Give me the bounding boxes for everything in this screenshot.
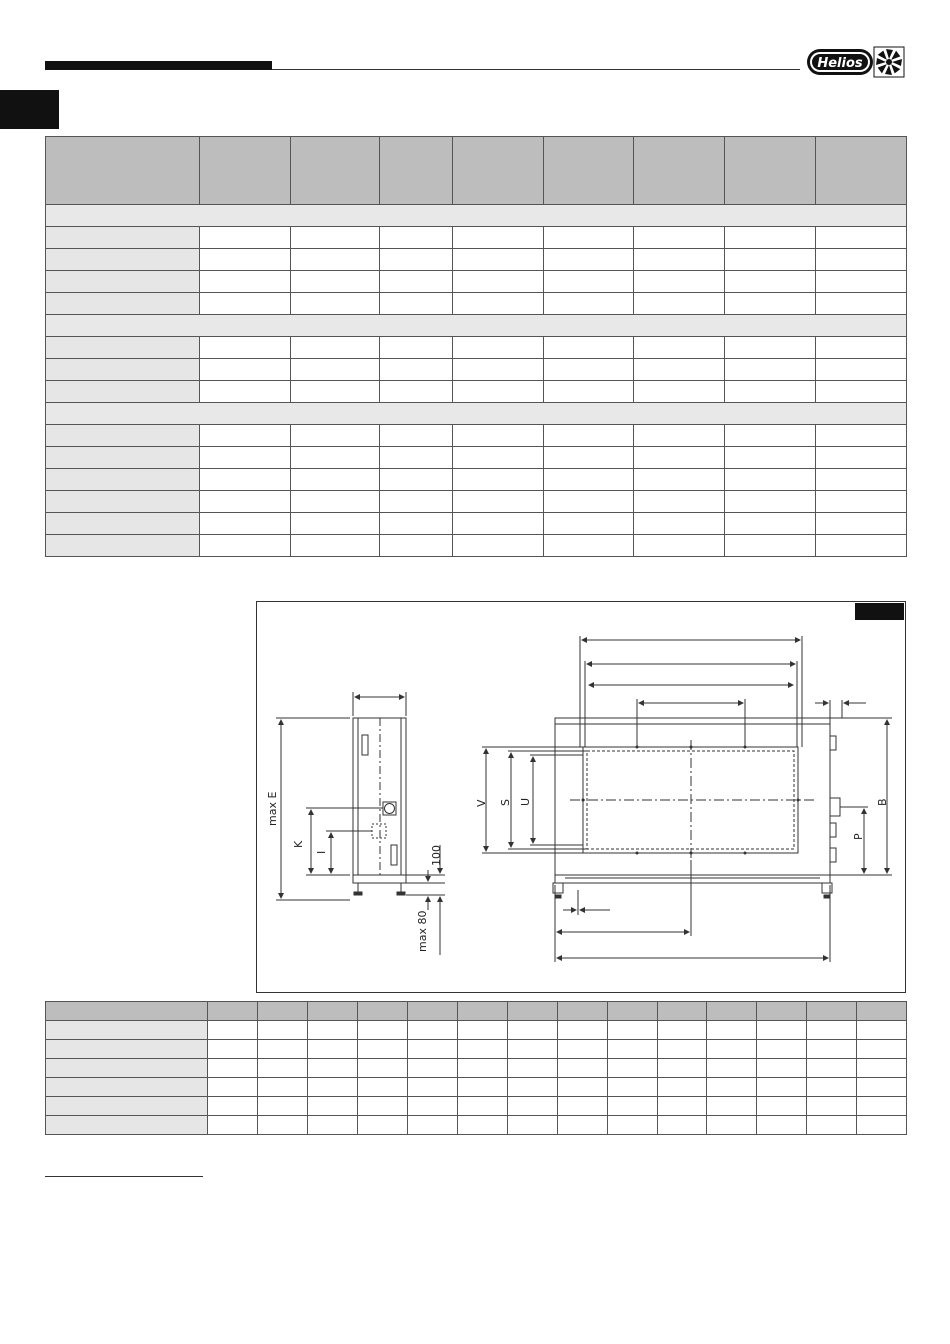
spec-cell xyxy=(453,491,544,513)
dim-cell xyxy=(308,1021,358,1040)
dim-cell xyxy=(308,1097,358,1116)
spec-cell xyxy=(291,337,380,359)
spec-table-row xyxy=(46,227,907,249)
dim-cell xyxy=(807,1040,857,1059)
spec-cell xyxy=(453,249,544,271)
spec-cell xyxy=(291,469,380,491)
dim-cell xyxy=(658,1021,707,1040)
dim-cell xyxy=(508,1040,558,1059)
dim-cell xyxy=(458,1078,508,1097)
spec-cell xyxy=(816,227,907,249)
spec-header-cell xyxy=(291,137,380,205)
dim-row-label xyxy=(46,1040,208,1059)
spec-header-cell xyxy=(725,137,816,205)
dim-cell xyxy=(308,1040,358,1059)
spec-cell xyxy=(380,381,453,403)
spec-header-cell xyxy=(544,137,634,205)
spec-table-row xyxy=(46,359,907,381)
spec-cell xyxy=(634,381,725,403)
spec-cell xyxy=(291,271,380,293)
spec-cell xyxy=(200,271,291,293)
dim-cell xyxy=(458,1040,508,1059)
spec-cell xyxy=(544,271,634,293)
dim-cell xyxy=(358,1040,408,1059)
spec-cell xyxy=(725,293,816,315)
dim-cell xyxy=(757,1059,807,1078)
dim-row-label xyxy=(46,1097,208,1116)
spec-cell xyxy=(380,249,453,271)
dim-cell xyxy=(707,1040,757,1059)
spec-table-row xyxy=(46,271,907,293)
dim-cell xyxy=(608,1040,658,1059)
dim-cell xyxy=(807,1078,857,1097)
dim-header-cell xyxy=(408,1002,458,1021)
spec-cell xyxy=(200,227,291,249)
spec-row-label xyxy=(46,337,200,359)
spec-cell xyxy=(380,337,453,359)
dim-cell xyxy=(408,1097,458,1116)
dim-header-cell xyxy=(707,1002,757,1021)
dim-cell xyxy=(258,1097,308,1116)
dim-cell xyxy=(408,1059,458,1078)
dim-cell xyxy=(757,1078,807,1097)
label-b: B xyxy=(876,798,889,806)
spec-group-cell xyxy=(46,205,907,227)
spec-cell xyxy=(544,359,634,381)
spec-cell xyxy=(544,425,634,447)
dim-cell xyxy=(358,1059,408,1078)
spec-cell xyxy=(291,425,380,447)
spec-row-label xyxy=(46,293,200,315)
dim-cell xyxy=(258,1078,308,1097)
spec-cell xyxy=(380,227,453,249)
spec-cell xyxy=(634,425,725,447)
header-rule xyxy=(272,69,800,70)
dim-cell xyxy=(807,1059,857,1078)
dim-cell xyxy=(258,1021,308,1040)
dim-header-cell xyxy=(757,1002,807,1021)
dim-cell xyxy=(857,1040,907,1059)
dim-cell xyxy=(508,1078,558,1097)
spec-cell xyxy=(725,337,816,359)
spec-cell xyxy=(725,469,816,491)
spec-cell xyxy=(380,513,453,535)
label-p: P xyxy=(852,833,865,840)
dim-cell xyxy=(807,1097,857,1116)
spec-cell xyxy=(291,535,380,557)
dim-cell xyxy=(508,1059,558,1078)
spec-table-row xyxy=(46,425,907,447)
spec-cell xyxy=(291,293,380,315)
dim-cell xyxy=(358,1116,408,1135)
dim-cell xyxy=(208,1040,258,1059)
spec-cell xyxy=(544,513,634,535)
dim-cell xyxy=(608,1021,658,1040)
spec-cell xyxy=(725,271,816,293)
dim-cell xyxy=(707,1078,757,1097)
dimension-drawing xyxy=(256,601,906,993)
dim-row-label xyxy=(46,1059,208,1078)
dim-header-cell xyxy=(258,1002,308,1021)
spec-cell xyxy=(816,425,907,447)
spec-cell xyxy=(544,337,634,359)
spec-row-label xyxy=(46,513,200,535)
spec-table-row xyxy=(46,381,907,403)
spec-group-cell xyxy=(46,403,907,425)
spec-cell xyxy=(725,425,816,447)
spec-cell xyxy=(634,359,725,381)
spec-table-row xyxy=(46,447,907,469)
spec-cell xyxy=(634,293,725,315)
dim-cell xyxy=(458,1116,508,1135)
spec-cell xyxy=(816,491,907,513)
header-bar xyxy=(45,61,272,70)
dim-cell xyxy=(608,1097,658,1116)
dim-cell xyxy=(807,1116,857,1135)
dim-row-label xyxy=(46,1078,208,1097)
dim-cell xyxy=(757,1116,807,1135)
spec-row-label xyxy=(46,535,200,557)
dim-cell xyxy=(857,1059,907,1078)
dim-header-cell xyxy=(46,1002,208,1021)
dim-cell xyxy=(458,1097,508,1116)
spec-cell xyxy=(453,381,544,403)
dim-cell xyxy=(558,1097,608,1116)
dim-table-row xyxy=(46,1078,907,1097)
spec-cell xyxy=(544,491,634,513)
spec-cell xyxy=(453,359,544,381)
spec-cell xyxy=(816,337,907,359)
dim-cell xyxy=(857,1116,907,1135)
dim-header-cell xyxy=(608,1002,658,1021)
spec-cell xyxy=(200,513,291,535)
dim-header-cell xyxy=(308,1002,358,1021)
spec-cell xyxy=(380,469,453,491)
dim-cell xyxy=(608,1078,658,1097)
spec-cell xyxy=(453,425,544,447)
spec-row-label xyxy=(46,447,200,469)
dim-cell xyxy=(258,1040,308,1059)
front-view xyxy=(482,636,892,962)
spec-cell xyxy=(634,249,725,271)
label-max-e: max E xyxy=(266,791,279,826)
spec-row-label xyxy=(46,271,200,293)
dim-cell xyxy=(358,1021,408,1040)
spec-cell xyxy=(634,469,725,491)
spec-cell xyxy=(453,469,544,491)
dim-table-row xyxy=(46,1116,907,1135)
spec-cell xyxy=(291,359,380,381)
dim-cell xyxy=(658,1097,707,1116)
spec-row-label xyxy=(46,227,200,249)
dim-header-cell xyxy=(208,1002,258,1021)
label-max-80: max 80 xyxy=(416,910,429,952)
spec-cell xyxy=(816,249,907,271)
dim-cell xyxy=(608,1059,658,1078)
spec-cell xyxy=(634,337,725,359)
spec-group-row xyxy=(46,403,907,425)
dim-cell xyxy=(558,1116,608,1135)
spec-cell xyxy=(453,227,544,249)
spec-cell xyxy=(291,381,380,403)
dim-cell xyxy=(408,1078,458,1097)
dim-cell xyxy=(208,1078,258,1097)
spec-cell xyxy=(725,227,816,249)
spec-cell xyxy=(544,447,634,469)
spec-cell xyxy=(453,293,544,315)
dim-row-label xyxy=(46,1021,208,1040)
spec-table-row xyxy=(46,469,907,491)
spec-cell xyxy=(200,249,291,271)
dim-header-cell xyxy=(807,1002,857,1021)
spec-cell xyxy=(544,469,634,491)
spec-cell xyxy=(725,491,816,513)
spec-cell xyxy=(200,293,291,315)
dim-cell xyxy=(857,1021,907,1040)
dim-row-label xyxy=(46,1116,208,1135)
dim-cell xyxy=(508,1021,558,1040)
dim-cell xyxy=(508,1116,558,1135)
label-i: I xyxy=(315,850,328,854)
dim-cell xyxy=(358,1097,408,1116)
spec-cell xyxy=(453,513,544,535)
spec-cell xyxy=(200,535,291,557)
dim-table-row xyxy=(46,1040,907,1059)
spec-cell xyxy=(725,447,816,469)
spec-cell xyxy=(380,425,453,447)
spec-cell xyxy=(291,513,380,535)
spec-cell xyxy=(725,249,816,271)
footnote-rule xyxy=(45,1176,203,1177)
spec-cell xyxy=(453,337,544,359)
label-k: K xyxy=(292,840,305,848)
dim-header-cell xyxy=(658,1002,707,1021)
dim-cell xyxy=(208,1097,258,1116)
spec-row-label xyxy=(46,469,200,491)
spec-cell xyxy=(200,381,291,403)
spec-cell xyxy=(291,227,380,249)
spec-cell xyxy=(200,359,291,381)
spec-cell xyxy=(453,271,544,293)
spec-cell xyxy=(816,293,907,315)
spec-cell xyxy=(380,359,453,381)
spec-row-label xyxy=(46,491,200,513)
spec-cell xyxy=(380,293,453,315)
dim-header-cell xyxy=(358,1002,408,1021)
dim-header-cell xyxy=(857,1002,907,1021)
spec-cell xyxy=(816,359,907,381)
dim-header-cell xyxy=(558,1002,608,1021)
spec-cell xyxy=(200,337,291,359)
spec-cell xyxy=(380,491,453,513)
spec-table xyxy=(45,136,907,557)
dim-cell xyxy=(308,1078,358,1097)
spec-cell xyxy=(634,513,725,535)
spec-table-row xyxy=(46,535,907,557)
spec-cell xyxy=(816,535,907,557)
dim-cell xyxy=(308,1059,358,1078)
spec-header-cell xyxy=(46,137,200,205)
spec-cell xyxy=(544,535,634,557)
spec-table-row xyxy=(46,491,907,513)
label-s: S xyxy=(499,799,512,806)
dim-cell xyxy=(258,1116,308,1135)
dim-cell xyxy=(208,1059,258,1078)
spec-cell xyxy=(634,491,725,513)
dim-table-row xyxy=(46,1059,907,1078)
dim-cell xyxy=(757,1040,807,1059)
spec-cell xyxy=(200,425,291,447)
spec-group-row xyxy=(46,315,907,337)
dim-cell xyxy=(807,1021,857,1040)
dim-cell xyxy=(308,1116,358,1135)
dim-cell xyxy=(358,1078,408,1097)
dim-table-header xyxy=(46,1002,907,1021)
dim-cell xyxy=(658,1116,707,1135)
spec-header-cell xyxy=(453,137,544,205)
dim-cell xyxy=(757,1097,807,1116)
dim-cell xyxy=(707,1116,757,1135)
spec-header-cell xyxy=(380,137,453,205)
spec-cell xyxy=(634,447,725,469)
spec-cell xyxy=(380,271,453,293)
dim-cell xyxy=(208,1116,258,1135)
spec-cell xyxy=(816,513,907,535)
spec-header-cell xyxy=(634,137,725,205)
dim-cell xyxy=(558,1078,608,1097)
spec-row-label xyxy=(46,425,200,447)
spec-table-row xyxy=(46,293,907,315)
spec-header-cell xyxy=(200,137,291,205)
dimension-table xyxy=(45,1001,907,1135)
spec-cell xyxy=(453,535,544,557)
spec-group-row xyxy=(46,205,907,227)
dim-cell xyxy=(707,1097,757,1116)
spec-table-row xyxy=(46,513,907,535)
dim-cell xyxy=(408,1040,458,1059)
spec-cell xyxy=(816,447,907,469)
spec-row-label xyxy=(46,381,200,403)
spec-cell xyxy=(725,381,816,403)
dim-cell xyxy=(757,1021,807,1040)
spec-cell xyxy=(725,513,816,535)
spec-row-label xyxy=(46,249,200,271)
spec-row-label xyxy=(46,359,200,381)
dim-header-cell xyxy=(508,1002,558,1021)
spec-cell xyxy=(200,447,291,469)
spec-cell xyxy=(634,227,725,249)
label-u: U xyxy=(519,797,532,806)
dim-cell xyxy=(658,1078,707,1097)
dim-cell xyxy=(208,1021,258,1040)
spec-cell xyxy=(380,447,453,469)
dim-cell xyxy=(658,1040,707,1059)
spec-cell xyxy=(725,535,816,557)
dim-cell xyxy=(857,1097,907,1116)
dim-cell xyxy=(408,1116,458,1135)
spec-cell xyxy=(544,227,634,249)
dim-cell xyxy=(458,1059,508,1078)
dim-cell xyxy=(608,1116,658,1135)
spec-table-row xyxy=(46,337,907,359)
dim-cell xyxy=(558,1040,608,1059)
spec-cell xyxy=(816,271,907,293)
logo-text: Helios xyxy=(817,56,863,71)
dim-header-cell xyxy=(458,1002,508,1021)
spec-table-header xyxy=(46,137,907,205)
spec-cell xyxy=(291,447,380,469)
spec-cell xyxy=(200,491,291,513)
spec-cell xyxy=(453,447,544,469)
spec-header-cell xyxy=(816,137,907,205)
spec-cell xyxy=(291,249,380,271)
label-v: V xyxy=(475,799,488,807)
section-tab xyxy=(0,90,59,129)
spec-cell xyxy=(200,469,291,491)
label-100: 100 xyxy=(430,845,443,866)
dim-cell xyxy=(658,1059,707,1078)
spec-cell xyxy=(291,491,380,513)
spec-group-cell xyxy=(46,315,907,337)
dim-cell xyxy=(458,1021,508,1040)
dim-table-row xyxy=(46,1097,907,1116)
dim-table-row xyxy=(46,1021,907,1040)
dim-cell xyxy=(707,1021,757,1040)
dim-cell xyxy=(857,1078,907,1097)
spec-cell xyxy=(816,469,907,491)
spec-cell xyxy=(544,293,634,315)
spec-cell xyxy=(544,381,634,403)
spec-cell xyxy=(816,381,907,403)
dim-cell xyxy=(508,1097,558,1116)
spec-cell xyxy=(634,535,725,557)
dim-cell xyxy=(558,1059,608,1078)
spec-cell xyxy=(634,271,725,293)
spec-table-row xyxy=(46,249,907,271)
spec-cell xyxy=(544,249,634,271)
dim-cell xyxy=(408,1021,458,1040)
dim-cell xyxy=(707,1059,757,1078)
helios-logo xyxy=(806,45,906,79)
spec-cell xyxy=(380,535,453,557)
dim-cell xyxy=(258,1059,308,1078)
spec-cell xyxy=(725,359,816,381)
dim-cell xyxy=(558,1021,608,1040)
